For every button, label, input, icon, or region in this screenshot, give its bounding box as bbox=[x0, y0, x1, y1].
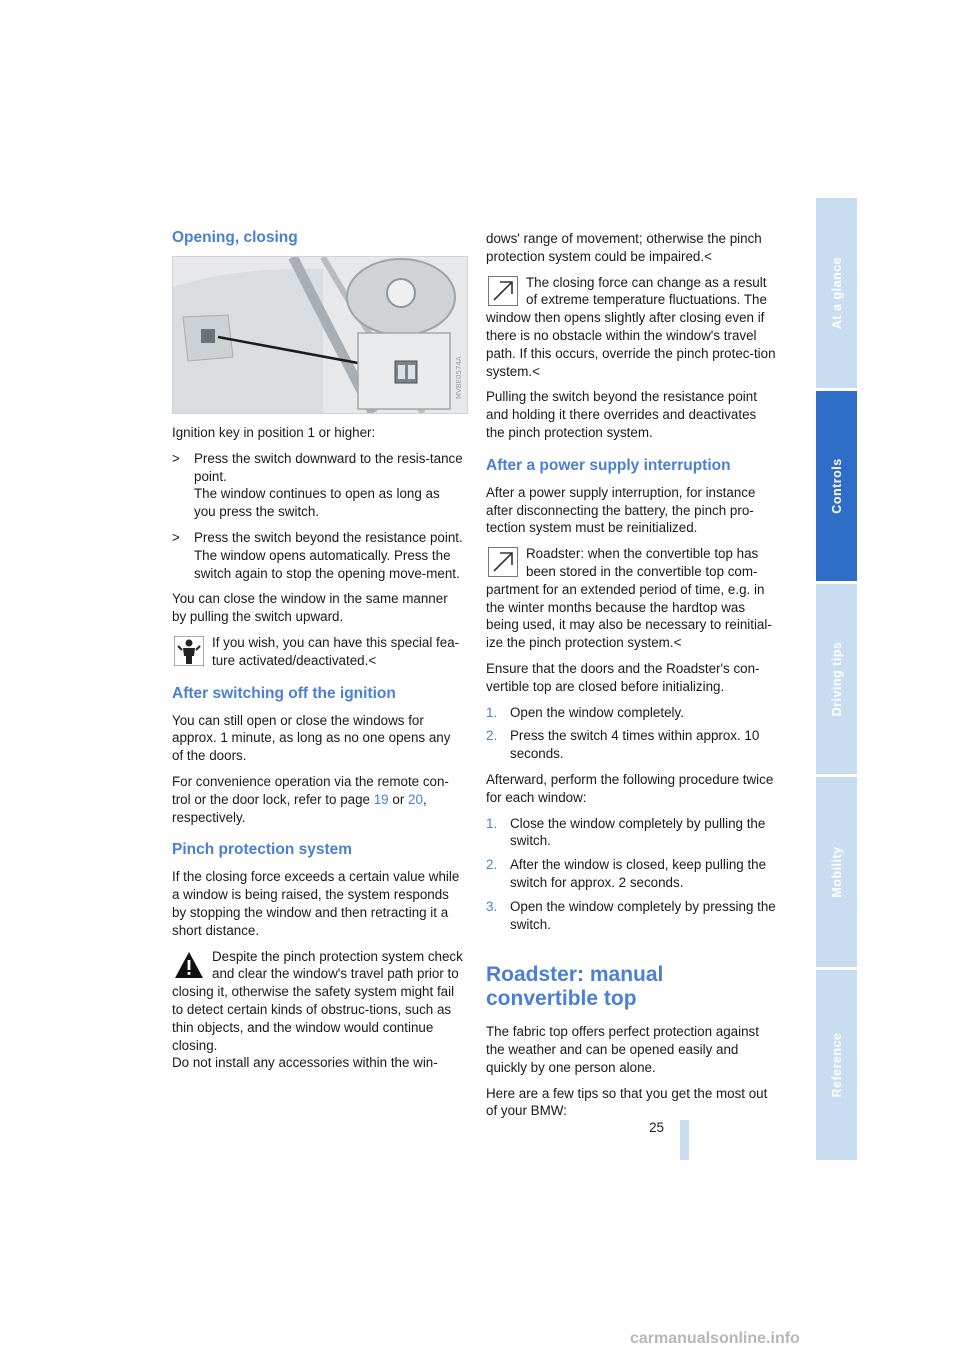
page-number: 25 bbox=[649, 1120, 664, 1135]
tips-text: Here are a few tips so that you get the most out of your BMW: bbox=[486, 1085, 768, 1119]
heading-roadster-top: Roadster: manual convertible top bbox=[486, 963, 664, 1011]
tab-at-a-glance[interactable]: At a glance bbox=[816, 198, 857, 388]
convenience-text: For convenience operation via the remote con-trol or the door lock, refer to page 19 or 20, respectively. bbox=[172, 773, 449, 825]
ignition-text: Ignition key in position 1 or higher: bbox=[172, 425, 376, 440]
continued-text: dows' range of movement; otherwise the pinch protection system could be impaired.< bbox=[486, 231, 762, 264]
arrow-note-icon bbox=[488, 276, 518, 306]
page-link-20[interactable]: 20 bbox=[408, 791, 423, 807]
warning-note: Despite the pinch protection system check and clear the window's travel path prior to closing it, otherwise the safety system might fail to detect certain kinds of obstruc-tions, such as thin objects, and the window would continue closing. Do not install any accessories within the win- bbox=[172, 948, 463, 1071]
heading-power-interruption: After a power supply interruption bbox=[486, 456, 731, 474]
dashboard-illustration bbox=[173, 257, 467, 413]
section-tabs bbox=[816, 198, 857, 1160]
power-text: After a power supply interruption, for instance after disconnecting the battery, the pinch pro-tection system must be reinitialized. bbox=[486, 484, 756, 536]
window-switch-illustration bbox=[172, 256, 468, 414]
service-note: If you wish, you can have this special fea-ture activated/deactivated.< bbox=[172, 634, 464, 670]
info-note: Roadster: when the convertible top has been stored in the convertible top com-partment for an extended period of time, e.g. in the winter months because the hardtop was being used, it may also be necessary to reinitial-ize the pinch protection system.< bbox=[486, 546, 772, 651]
info-note: The closing force can change as a result of extreme temperature fluctuations. The window then opens slightly after closing even if there is no obstacle within the window's travel path. If this occurs, override the pinch protec-tion system.< bbox=[486, 274, 776, 379]
page-link-19[interactable]: 19 bbox=[373, 791, 389, 807]
init-steps bbox=[486, 704, 778, 763]
override-text: Pulling the switch beyond the resistance point and holding it there overrides and deactivates the pinch protection system. bbox=[486, 389, 757, 440]
svg-text:MVBE0574A: MVBE0574A bbox=[455, 356, 463, 399]
list-item: 2. Press the switch 4 times within approx. 10 seconds. bbox=[486, 728, 760, 762]
left-column bbox=[172, 228, 464, 1080]
list-item: > Press the switch downward to the resis-tance point. The window continues to open as long as you press the switch. bbox=[172, 450, 463, 520]
procedure-steps bbox=[486, 815, 778, 934]
warning-triangle-icon bbox=[174, 950, 204, 980]
pinch-text: If the closing force exceeds a certain value while a window is being raised, the system responds by stopping the window and then retracting it a short distance. bbox=[172, 869, 460, 938]
ensure-text: Ensure that the doors and the Roadster's con-vertible top are closed before initializing. bbox=[486, 660, 760, 694]
afterward-text: Afterward, perform the following procedure twice for each window: bbox=[486, 771, 774, 805]
list-item: > Press the switch beyond the resistance point. The window opens automatically. Press the switch again to stop the opening move-ment. bbox=[172, 529, 463, 581]
tab-mobility[interactable]: Mobility bbox=[816, 777, 857, 967]
list-item: 3. Open the window completely by pressing the switch. bbox=[486, 898, 776, 932]
fabric-text: The fabric top offers perfect protection against the weather and can be opened easily and quickly by one person alone. bbox=[486, 1024, 759, 1075]
tab-driving-tips[interactable]: Driving tips bbox=[816, 584, 857, 774]
tab-controls[interactable]: Controls bbox=[816, 391, 857, 581]
bullet-marker: > bbox=[172, 450, 180, 466]
arrow-note-icon bbox=[488, 547, 518, 577]
watermark: carmanualsonline.info bbox=[630, 1330, 800, 1347]
heading-opening-closing: Opening, closing bbox=[172, 229, 298, 246]
page-marker-bar bbox=[680, 1120, 689, 1160]
close-text: You can close the window in the same manner by pulling the switch upward. bbox=[172, 591, 448, 625]
heading-after-switching-off: After switching off the ignition bbox=[172, 684, 396, 702]
list-item: 2. After the window is closed, keep pulling the switch for approx. 2 seconds. bbox=[486, 857, 767, 890]
list-item: 1. Open the window completely. bbox=[486, 704, 684, 720]
tab-reference[interactable]: Reference bbox=[816, 970, 857, 1160]
right-column bbox=[486, 230, 778, 1128]
list-item: 1. Close the window completely by pulling the switch. bbox=[486, 815, 766, 849]
after-off-text: You can still open or close the windows for approx. 1 minute, as long as no one opens any of the doors. bbox=[172, 712, 451, 764]
service-person-icon bbox=[174, 636, 204, 666]
bullet-marker: > bbox=[172, 529, 180, 545]
heading-pinch-protection: Pinch protection system bbox=[172, 841, 353, 859]
